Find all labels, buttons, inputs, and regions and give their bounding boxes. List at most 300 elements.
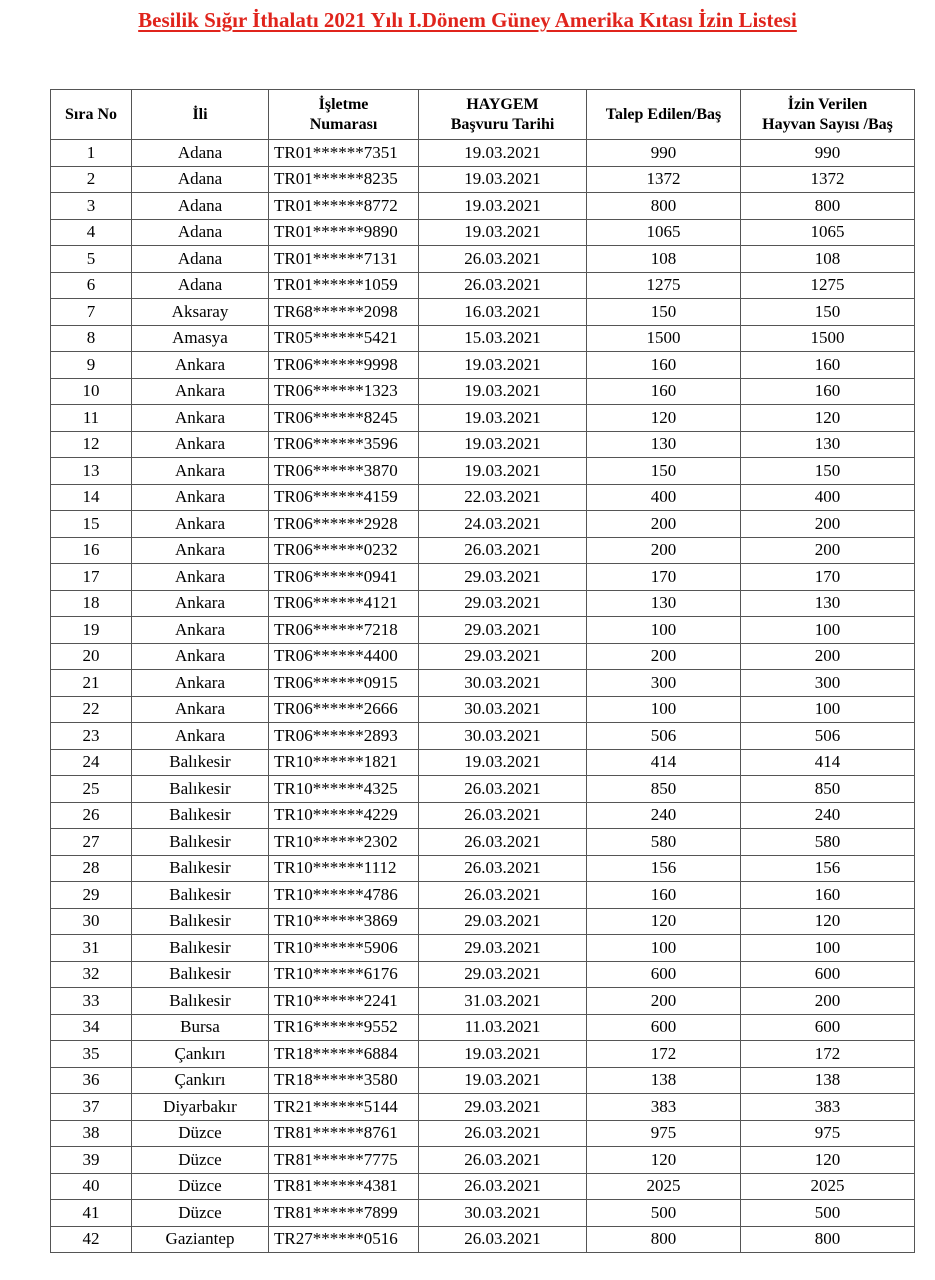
cell-il: Ankara bbox=[132, 696, 269, 723]
cell-talep-edilen: 130 bbox=[587, 590, 741, 617]
cell-sira-no: 24 bbox=[51, 749, 132, 776]
table-body bbox=[51, 140, 915, 1253]
cell-sira-no: 25 bbox=[51, 776, 132, 803]
cell-il: Ankara bbox=[132, 643, 269, 670]
cell-isletme-numarasi: TR01******1059 bbox=[269, 272, 419, 299]
cell-isletme-numarasi: TR06******1323 bbox=[269, 378, 419, 405]
header-izin-verilen bbox=[741, 90, 915, 140]
cell-il: Balıkesir bbox=[132, 882, 269, 909]
cell-izin-verilen: 580 bbox=[741, 829, 915, 856]
header-label: İzin Verilen bbox=[787, 95, 868, 113]
cell-izin-verilen: 990 bbox=[741, 140, 915, 167]
cell-talep-edilen: 108 bbox=[587, 246, 741, 273]
cell-talep-edilen: 120 bbox=[587, 1147, 741, 1174]
cell-sira-no: 12 bbox=[51, 431, 132, 458]
cell-il: Diyarbakır bbox=[132, 1094, 269, 1121]
cell-basvuru-tarihi: 26.03.2021 bbox=[419, 1226, 587, 1253]
cell-sira-no: 28 bbox=[51, 855, 132, 882]
cell-basvuru-tarihi: 29.03.2021 bbox=[419, 908, 587, 935]
table-row bbox=[51, 988, 915, 1015]
permit-list-table bbox=[50, 89, 915, 1253]
cell-talep-edilen: 156 bbox=[587, 855, 741, 882]
cell-basvuru-tarihi: 30.03.2021 bbox=[419, 723, 587, 750]
cell-talep-edilen: 2025 bbox=[587, 1173, 741, 1200]
cell-isletme-numarasi: TR06******9998 bbox=[269, 352, 419, 379]
cell-sira-no: 30 bbox=[51, 908, 132, 935]
cell-isletme-numarasi: TR01******8772 bbox=[269, 193, 419, 220]
cell-basvuru-tarihi: 26.03.2021 bbox=[419, 1120, 587, 1147]
cell-isletme-numarasi: TR81******7775 bbox=[269, 1147, 419, 1174]
table-row bbox=[51, 1067, 915, 1094]
table-row bbox=[51, 537, 915, 564]
header-label: HAYGEM bbox=[466, 95, 539, 113]
cell-il: Aksaray bbox=[132, 299, 269, 326]
cell-isletme-numarasi: TR06******2893 bbox=[269, 723, 419, 750]
cell-basvuru-tarihi: 26.03.2021 bbox=[419, 1173, 587, 1200]
cell-izin-verilen: 100 bbox=[741, 935, 915, 962]
cell-basvuru-tarihi: 19.03.2021 bbox=[419, 431, 587, 458]
cell-izin-verilen: 108 bbox=[741, 246, 915, 273]
cell-izin-verilen: 1275 bbox=[741, 272, 915, 299]
cell-talep-edilen: 990 bbox=[587, 140, 741, 167]
table-row bbox=[51, 590, 915, 617]
table-row bbox=[51, 855, 915, 882]
cell-talep-edilen: 800 bbox=[587, 193, 741, 220]
cell-talep-edilen: 160 bbox=[587, 378, 741, 405]
table-row bbox=[51, 299, 915, 326]
cell-il: Balıkesir bbox=[132, 829, 269, 856]
cell-sira-no: 5 bbox=[51, 246, 132, 273]
cell-isletme-numarasi: TR01******7351 bbox=[269, 140, 419, 167]
table-row bbox=[51, 166, 915, 193]
cell-il: Düzce bbox=[132, 1173, 269, 1200]
cell-talep-edilen: 200 bbox=[587, 643, 741, 670]
table-row bbox=[51, 1094, 915, 1121]
table-row bbox=[51, 193, 915, 220]
cell-talep-edilen: 1065 bbox=[587, 219, 741, 246]
header-basvuru-tarihi bbox=[419, 90, 587, 140]
cell-il: Düzce bbox=[132, 1120, 269, 1147]
cell-il: Ankara bbox=[132, 564, 269, 591]
cell-izin-verilen: 130 bbox=[741, 431, 915, 458]
cell-isletme-numarasi: TR06******0915 bbox=[269, 670, 419, 697]
cell-basvuru-tarihi: 19.03.2021 bbox=[419, 1041, 587, 1068]
cell-isletme-numarasi: TR06******3870 bbox=[269, 458, 419, 485]
cell-basvuru-tarihi: 30.03.2021 bbox=[419, 696, 587, 723]
cell-il: Düzce bbox=[132, 1200, 269, 1227]
table-row bbox=[51, 829, 915, 856]
header-label: İli bbox=[192, 105, 208, 123]
cell-il: Amasya bbox=[132, 325, 269, 352]
cell-izin-verilen: 200 bbox=[741, 643, 915, 670]
table-row bbox=[51, 1200, 915, 1227]
cell-izin-verilen: 156 bbox=[741, 855, 915, 882]
cell-isletme-numarasi: TR10******5906 bbox=[269, 935, 419, 962]
cell-talep-edilen: 100 bbox=[587, 617, 741, 644]
cell-il: Adana bbox=[132, 246, 269, 273]
cell-sira-no: 31 bbox=[51, 935, 132, 962]
header-label: Talep Edilen/Baş bbox=[605, 105, 722, 123]
cell-il: Ankara bbox=[132, 511, 269, 538]
cell-talep-edilen: 150 bbox=[587, 458, 741, 485]
table-row bbox=[51, 935, 915, 962]
cell-talep-edilen: 150 bbox=[587, 299, 741, 326]
document-title: Besilik Sığır İthalatı 2021 Yılı I.Dönem Güney Amerika Kıtası İzin Listesi bbox=[138, 8, 797, 32]
cell-izin-verilen: 200 bbox=[741, 537, 915, 564]
cell-basvuru-tarihi: 22.03.2021 bbox=[419, 484, 587, 511]
table-header bbox=[51, 90, 915, 140]
table-row bbox=[51, 617, 915, 644]
cell-il: Ankara bbox=[132, 537, 269, 564]
header-isletme-numarasi bbox=[269, 90, 419, 140]
cell-il: Ankara bbox=[132, 431, 269, 458]
cell-talep-edilen: 100 bbox=[587, 935, 741, 962]
cell-talep-edilen: 138 bbox=[587, 1067, 741, 1094]
cell-sira-no: 3 bbox=[51, 193, 132, 220]
cell-talep-edilen: 580 bbox=[587, 829, 741, 856]
cell-basvuru-tarihi: 26.03.2021 bbox=[419, 829, 587, 856]
cell-sira-no: 6 bbox=[51, 272, 132, 299]
cell-talep-edilen: 850 bbox=[587, 776, 741, 803]
cell-sira-no: 14 bbox=[51, 484, 132, 511]
cell-basvuru-tarihi: 26.03.2021 bbox=[419, 882, 587, 909]
cell-talep-edilen: 100 bbox=[587, 696, 741, 723]
cell-isletme-numarasi: TR06******4400 bbox=[269, 643, 419, 670]
cell-isletme-numarasi: TR10******4786 bbox=[269, 882, 419, 909]
cell-basvuru-tarihi: 26.03.2021 bbox=[419, 855, 587, 882]
cell-il: Çankırı bbox=[132, 1041, 269, 1068]
cell-il: Ankara bbox=[132, 590, 269, 617]
cell-sira-no: 22 bbox=[51, 696, 132, 723]
table-row bbox=[51, 802, 915, 829]
cell-isletme-numarasi: TR06******4121 bbox=[269, 590, 419, 617]
cell-izin-verilen: 138 bbox=[741, 1067, 915, 1094]
cell-sira-no: 42 bbox=[51, 1226, 132, 1253]
cell-izin-verilen: 120 bbox=[741, 405, 915, 432]
cell-izin-verilen: 120 bbox=[741, 1147, 915, 1174]
cell-basvuru-tarihi: 31.03.2021 bbox=[419, 988, 587, 1015]
cell-basvuru-tarihi: 29.03.2021 bbox=[419, 590, 587, 617]
cell-talep-edilen: 200 bbox=[587, 511, 741, 538]
cell-izin-verilen: 600 bbox=[741, 961, 915, 988]
table-row bbox=[51, 643, 915, 670]
cell-basvuru-tarihi: 26.03.2021 bbox=[419, 537, 587, 564]
cell-izin-verilen: 200 bbox=[741, 988, 915, 1015]
cell-il: Adana bbox=[132, 166, 269, 193]
cell-isletme-numarasi: TR16******9552 bbox=[269, 1014, 419, 1041]
cell-isletme-numarasi: TR10******6176 bbox=[269, 961, 419, 988]
cell-isletme-numarasi: TR81******8761 bbox=[269, 1120, 419, 1147]
cell-izin-verilen: 130 bbox=[741, 590, 915, 617]
table-row bbox=[51, 246, 915, 273]
cell-basvuru-tarihi: 19.03.2021 bbox=[419, 166, 587, 193]
cell-il: Ankara bbox=[132, 378, 269, 405]
cell-sira-no: 29 bbox=[51, 882, 132, 909]
cell-isletme-numarasi: TR01******7131 bbox=[269, 246, 419, 273]
cell-isletme-numarasi: TR18******3580 bbox=[269, 1067, 419, 1094]
cell-isletme-numarasi: TR01******9890 bbox=[269, 219, 419, 246]
cell-izin-verilen: 383 bbox=[741, 1094, 915, 1121]
cell-izin-verilen: 240 bbox=[741, 802, 915, 829]
cell-izin-verilen: 600 bbox=[741, 1014, 915, 1041]
table-row bbox=[51, 325, 915, 352]
cell-il: Balıkesir bbox=[132, 749, 269, 776]
cell-basvuru-tarihi: 16.03.2021 bbox=[419, 299, 587, 326]
cell-basvuru-tarihi: 29.03.2021 bbox=[419, 564, 587, 591]
cell-izin-verilen: 2025 bbox=[741, 1173, 915, 1200]
cell-il: Ankara bbox=[132, 670, 269, 697]
cell-basvuru-tarihi: 26.03.2021 bbox=[419, 776, 587, 803]
cell-talep-edilen: 414 bbox=[587, 749, 741, 776]
cell-il: Gaziantep bbox=[132, 1226, 269, 1253]
cell-sira-no: 1 bbox=[51, 140, 132, 167]
cell-isletme-numarasi: TR05******5421 bbox=[269, 325, 419, 352]
cell-isletme-numarasi: TR01******8235 bbox=[269, 166, 419, 193]
cell-basvuru-tarihi: 26.03.2021 bbox=[419, 802, 587, 829]
cell-talep-edilen: 170 bbox=[587, 564, 741, 591]
cell-sira-no: 9 bbox=[51, 352, 132, 379]
table-row bbox=[51, 1226, 915, 1253]
table-row bbox=[51, 1173, 915, 1200]
header-label: Numarası bbox=[309, 115, 378, 133]
cell-sira-no: 19 bbox=[51, 617, 132, 644]
table-row bbox=[51, 219, 915, 246]
cell-izin-verilen: 160 bbox=[741, 882, 915, 909]
cell-isletme-numarasi: TR06******2666 bbox=[269, 696, 419, 723]
cell-sira-no: 7 bbox=[51, 299, 132, 326]
cell-izin-verilen: 975 bbox=[741, 1120, 915, 1147]
cell-isletme-numarasi: TR10******4229 bbox=[269, 802, 419, 829]
cell-talep-edilen: 600 bbox=[587, 1014, 741, 1041]
cell-izin-verilen: 800 bbox=[741, 1226, 915, 1253]
table-row bbox=[51, 564, 915, 591]
cell-basvuru-tarihi: 30.03.2021 bbox=[419, 1200, 587, 1227]
header-sira-no bbox=[51, 90, 132, 140]
cell-izin-verilen: 800 bbox=[741, 193, 915, 220]
cell-basvuru-tarihi: 19.03.2021 bbox=[419, 378, 587, 405]
header-row bbox=[51, 90, 915, 140]
table-row bbox=[51, 1041, 915, 1068]
table-row bbox=[51, 1120, 915, 1147]
cell-talep-edilen: 160 bbox=[587, 882, 741, 909]
cell-isletme-numarasi: TR68******2098 bbox=[269, 299, 419, 326]
cell-izin-verilen: 172 bbox=[741, 1041, 915, 1068]
cell-il: Balıkesir bbox=[132, 802, 269, 829]
table-row bbox=[51, 140, 915, 167]
cell-il: Adana bbox=[132, 219, 269, 246]
table-row bbox=[51, 352, 915, 379]
cell-il: Adana bbox=[132, 272, 269, 299]
cell-sira-no: 17 bbox=[51, 564, 132, 591]
cell-talep-edilen: 200 bbox=[587, 537, 741, 564]
cell-sira-no: 4 bbox=[51, 219, 132, 246]
cell-il: Çankırı bbox=[132, 1067, 269, 1094]
cell-sira-no: 27 bbox=[51, 829, 132, 856]
cell-talep-edilen: 400 bbox=[587, 484, 741, 511]
cell-basvuru-tarihi: 29.03.2021 bbox=[419, 643, 587, 670]
cell-talep-edilen: 172 bbox=[587, 1041, 741, 1068]
cell-sira-no: 33 bbox=[51, 988, 132, 1015]
cell-izin-verilen: 100 bbox=[741, 696, 915, 723]
cell-isletme-numarasi: TR06******0941 bbox=[269, 564, 419, 591]
table-row bbox=[51, 723, 915, 750]
cell-il: Ankara bbox=[132, 458, 269, 485]
cell-il: Düzce bbox=[132, 1147, 269, 1174]
cell-basvuru-tarihi: 15.03.2021 bbox=[419, 325, 587, 352]
header-il bbox=[132, 90, 269, 140]
cell-talep-edilen: 800 bbox=[587, 1226, 741, 1253]
cell-isletme-numarasi: TR10******1112 bbox=[269, 855, 419, 882]
cell-il: Ankara bbox=[132, 352, 269, 379]
cell-talep-edilen: 120 bbox=[587, 405, 741, 432]
cell-sira-no: 11 bbox=[51, 405, 132, 432]
cell-isletme-numarasi: TR10******4325 bbox=[269, 776, 419, 803]
cell-il: Ankara bbox=[132, 405, 269, 432]
cell-basvuru-tarihi: 29.03.2021 bbox=[419, 617, 587, 644]
table-row bbox=[51, 882, 915, 909]
table-row bbox=[51, 431, 915, 458]
header-label: Sıra No bbox=[65, 105, 117, 123]
cell-sira-no: 15 bbox=[51, 511, 132, 538]
cell-basvuru-tarihi: 19.03.2021 bbox=[419, 1067, 587, 1094]
cell-sira-no: 26 bbox=[51, 802, 132, 829]
cell-talep-edilen: 600 bbox=[587, 961, 741, 988]
cell-sira-no: 18 bbox=[51, 590, 132, 617]
header-label: İşletme bbox=[318, 95, 369, 113]
cell-izin-verilen: 400 bbox=[741, 484, 915, 511]
table-row bbox=[51, 696, 915, 723]
cell-basvuru-tarihi: 30.03.2021 bbox=[419, 670, 587, 697]
table-row bbox=[51, 511, 915, 538]
cell-sira-no: 39 bbox=[51, 1147, 132, 1174]
cell-izin-verilen: 150 bbox=[741, 299, 915, 326]
cell-isletme-numarasi: TR10******2302 bbox=[269, 829, 419, 856]
cell-sira-no: 32 bbox=[51, 961, 132, 988]
table-row bbox=[51, 484, 915, 511]
cell-izin-verilen: 100 bbox=[741, 617, 915, 644]
cell-isletme-numarasi: TR06******8245 bbox=[269, 405, 419, 432]
cell-talep-edilen: 200 bbox=[587, 988, 741, 1015]
cell-sira-no: 41 bbox=[51, 1200, 132, 1227]
cell-basvuru-tarihi: 19.03.2021 bbox=[419, 193, 587, 220]
cell-izin-verilen: 500 bbox=[741, 1200, 915, 1227]
cell-talep-edilen: 975 bbox=[587, 1120, 741, 1147]
cell-basvuru-tarihi: 26.03.2021 bbox=[419, 1147, 587, 1174]
cell-il: Adana bbox=[132, 140, 269, 167]
cell-talep-edilen: 1372 bbox=[587, 166, 741, 193]
table-row bbox=[51, 405, 915, 432]
cell-basvuru-tarihi: 19.03.2021 bbox=[419, 749, 587, 776]
cell-sira-no: 8 bbox=[51, 325, 132, 352]
table-row bbox=[51, 961, 915, 988]
table-row bbox=[51, 1014, 915, 1041]
cell-il: Bursa bbox=[132, 1014, 269, 1041]
cell-sira-no: 37 bbox=[51, 1094, 132, 1121]
table-row bbox=[51, 458, 915, 485]
cell-sira-no: 16 bbox=[51, 537, 132, 564]
cell-isletme-numarasi: TR10******3869 bbox=[269, 908, 419, 935]
cell-sira-no: 10 bbox=[51, 378, 132, 405]
cell-sira-no: 34 bbox=[51, 1014, 132, 1041]
cell-izin-verilen: 160 bbox=[741, 352, 915, 379]
cell-il: Balıkesir bbox=[132, 908, 269, 935]
cell-basvuru-tarihi: 19.03.2021 bbox=[419, 219, 587, 246]
cell-isletme-numarasi: TR27******0516 bbox=[269, 1226, 419, 1253]
cell-izin-verilen: 200 bbox=[741, 511, 915, 538]
cell-il: Adana bbox=[132, 193, 269, 220]
cell-basvuru-tarihi: 19.03.2021 bbox=[419, 352, 587, 379]
cell-isletme-numarasi: TR06******7218 bbox=[269, 617, 419, 644]
cell-talep-edilen: 1275 bbox=[587, 272, 741, 299]
cell-isletme-numarasi: TR06******0232 bbox=[269, 537, 419, 564]
cell-isletme-numarasi: TR81******4381 bbox=[269, 1173, 419, 1200]
header-label: Başvuru Tarihi bbox=[450, 115, 555, 133]
header-talep-edilen bbox=[587, 90, 741, 140]
cell-sira-no: 20 bbox=[51, 643, 132, 670]
cell-izin-verilen: 150 bbox=[741, 458, 915, 485]
cell-basvuru-tarihi: 19.03.2021 bbox=[419, 405, 587, 432]
cell-talep-edilen: 240 bbox=[587, 802, 741, 829]
cell-basvuru-tarihi: 26.03.2021 bbox=[419, 272, 587, 299]
cell-il: Balıkesir bbox=[132, 961, 269, 988]
cell-basvuru-tarihi: 19.03.2021 bbox=[419, 140, 587, 167]
table-row bbox=[51, 908, 915, 935]
cell-il: Ankara bbox=[132, 723, 269, 750]
cell-il: Ankara bbox=[132, 484, 269, 511]
table-row bbox=[51, 378, 915, 405]
cell-sira-no: 2 bbox=[51, 166, 132, 193]
cell-il: Balıkesir bbox=[132, 855, 269, 882]
cell-izin-verilen: 1372 bbox=[741, 166, 915, 193]
cell-talep-edilen: 160 bbox=[587, 352, 741, 379]
cell-sira-no: 23 bbox=[51, 723, 132, 750]
cell-talep-edilen: 383 bbox=[587, 1094, 741, 1121]
cell-talep-edilen: 506 bbox=[587, 723, 741, 750]
cell-izin-verilen: 1500 bbox=[741, 325, 915, 352]
cell-basvuru-tarihi: 29.03.2021 bbox=[419, 1094, 587, 1121]
cell-izin-verilen: 300 bbox=[741, 670, 915, 697]
cell-il: Ankara bbox=[132, 617, 269, 644]
table-row bbox=[51, 776, 915, 803]
cell-basvuru-tarihi: 11.03.2021 bbox=[419, 1014, 587, 1041]
cell-isletme-numarasi: TR06******2928 bbox=[269, 511, 419, 538]
cell-isletme-numarasi: TR10******1821 bbox=[269, 749, 419, 776]
cell-izin-verilen: 1065 bbox=[741, 219, 915, 246]
cell-talep-edilen: 300 bbox=[587, 670, 741, 697]
cell-isletme-numarasi: TR21******5144 bbox=[269, 1094, 419, 1121]
cell-sira-no: 13 bbox=[51, 458, 132, 485]
cell-izin-verilen: 506 bbox=[741, 723, 915, 750]
cell-basvuru-tarihi: 29.03.2021 bbox=[419, 935, 587, 962]
cell-talep-edilen: 120 bbox=[587, 908, 741, 935]
cell-sira-no: 40 bbox=[51, 1173, 132, 1200]
cell-izin-verilen: 850 bbox=[741, 776, 915, 803]
cell-isletme-numarasi: TR06******4159 bbox=[269, 484, 419, 511]
cell-talep-edilen: 130 bbox=[587, 431, 741, 458]
cell-izin-verilen: 170 bbox=[741, 564, 915, 591]
cell-izin-verilen: 120 bbox=[741, 908, 915, 935]
cell-isletme-numarasi: TR81******7899 bbox=[269, 1200, 419, 1227]
table-row bbox=[51, 1147, 915, 1174]
cell-il: Balıkesir bbox=[132, 935, 269, 962]
cell-sira-no: 36 bbox=[51, 1067, 132, 1094]
header-label: Hayvan Sayısı /Baş bbox=[762, 115, 893, 133]
cell-basvuru-tarihi: 29.03.2021 bbox=[419, 961, 587, 988]
cell-isletme-numarasi: TR10******2241 bbox=[269, 988, 419, 1015]
cell-talep-edilen: 1500 bbox=[587, 325, 741, 352]
cell-izin-verilen: 160 bbox=[741, 378, 915, 405]
cell-sira-no: 21 bbox=[51, 670, 132, 697]
